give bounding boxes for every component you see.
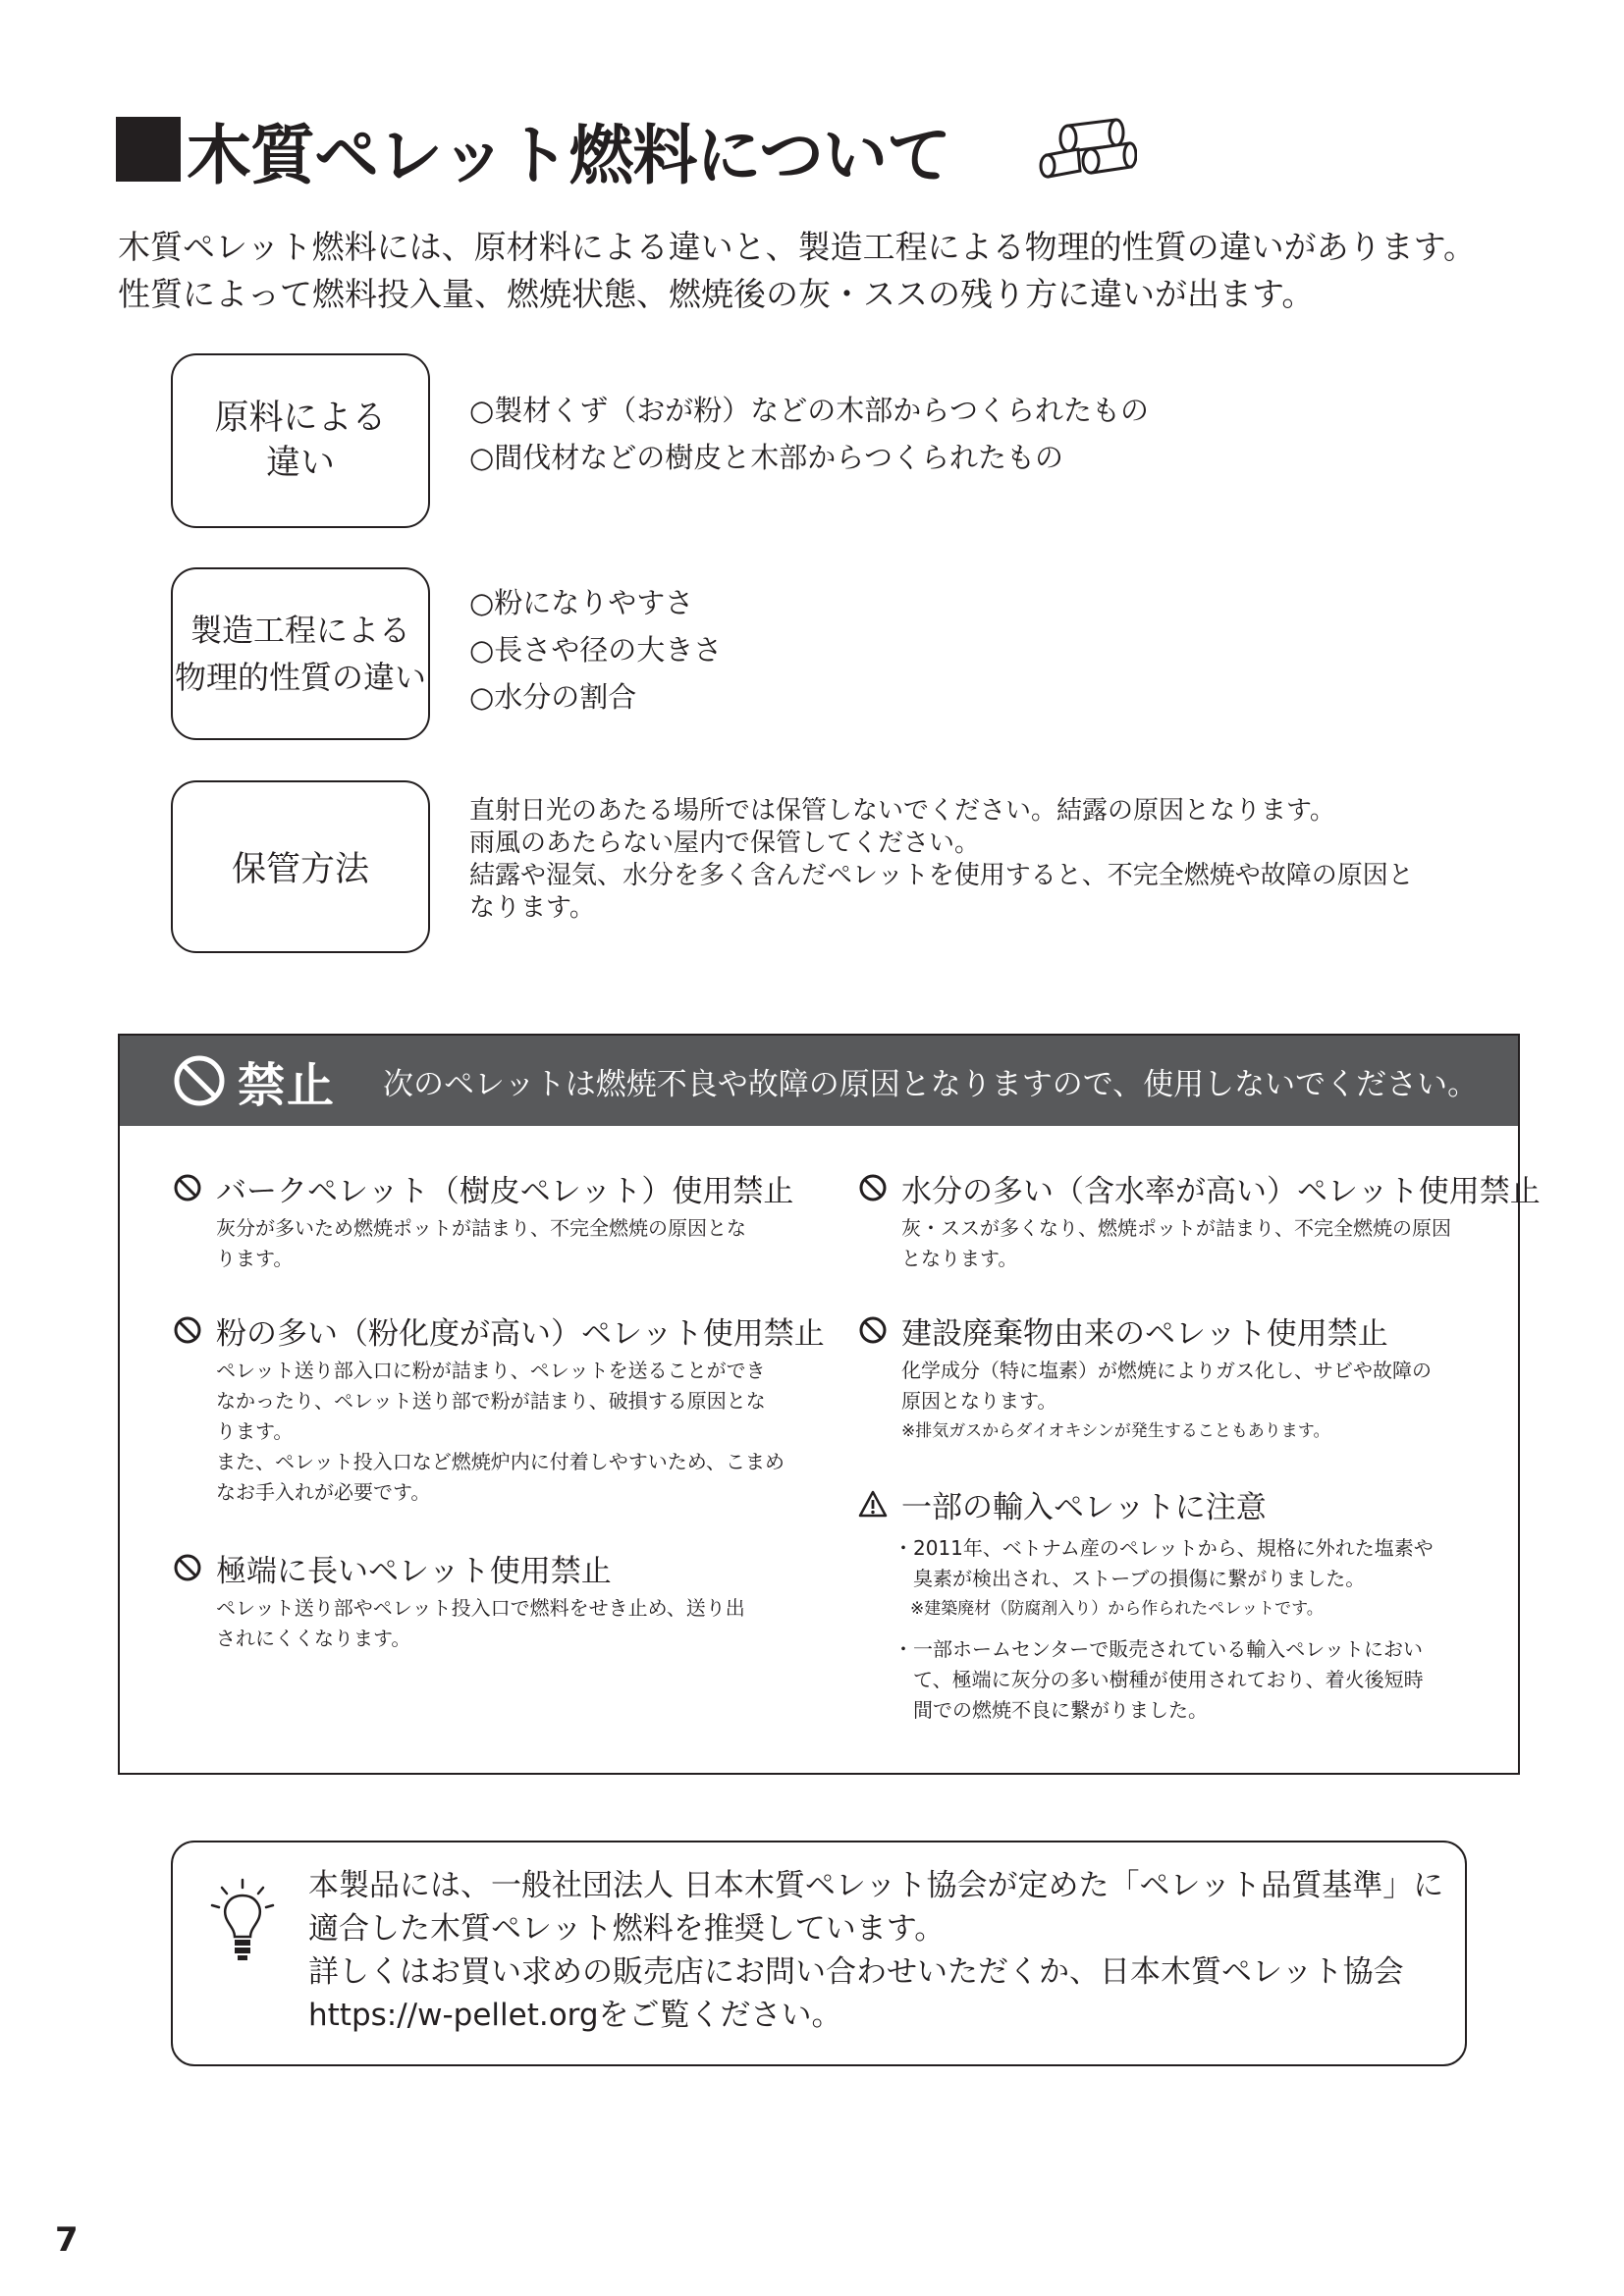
caution-heading: 一部の輸入ペレットに注意 — [901, 1489, 1267, 1525]
storage-method-label: 保管方法 — [231, 850, 369, 889]
prohibited-item-text: となります。 — [901, 1247, 1018, 1270]
recommendation-line: 詳しくはお買い求めの販売店にお問い合わせいただくか、日本木質ペレット協会 — [308, 1954, 1404, 1990]
prohibited-item-text: 灰分が多いため燃焼ポットが詰まり、不完全燃焼の原因とな — [216, 1216, 746, 1240]
prohibited-item-powder — [173, 1308, 825, 1508]
storage-method-box — [171, 780, 430, 953]
lightbulb-icon — [208, 1878, 277, 1964]
prohibited-item-bark — [173, 1166, 793, 1274]
prohibited-item-heading: 極端に長いペレット使用禁止 — [216, 1553, 612, 1589]
prohibited-item-construction — [858, 1308, 1432, 1447]
prohibited-item-moisture — [858, 1166, 1541, 1274]
recommendation-text — [308, 1864, 1443, 2037]
prohibited-item-text: 化学成分（特に塩素）が燃焼によりガス化し、サビや故障の — [901, 1359, 1432, 1382]
list-item: ○粉になりやすさ — [469, 586, 694, 619]
manufacturing-difference-label: 物理的性質の違い — [174, 659, 426, 696]
prohibition-title: 禁止 — [238, 1057, 337, 1113]
storage-line: 雨風のあたらない屋内で保管してください。 — [469, 828, 981, 858]
intro-line: 木質ペレット燃料には、原材料による違いと、製造工程による物理的性質の違いがあります。 — [118, 228, 1477, 266]
page-title-text: 木質ペレット燃料について — [187, 117, 951, 193]
material-difference-label: 違い — [265, 444, 335, 483]
material-difference-box — [171, 353, 430, 528]
prohibited-icon — [173, 1054, 226, 1107]
prohibited-item-heading: 粉の多い（粉化度が高い）ペレット使用禁止 — [216, 1315, 825, 1352]
caution-text: て、極端に灰分の多い樹種が使用されており、着火後短時 — [893, 1668, 1424, 1691]
manufacturing-difference-list — [469, 579, 722, 721]
material-difference-label: 原料による — [214, 399, 387, 438]
prohibited-item-text: されにくくなります。 — [216, 1627, 411, 1650]
caution-text: ・一部ホームセンターで販売されている輸入ペレットにおい — [893, 1637, 1423, 1661]
recommendation-line: 適合した木質ペレット燃料を推奨しています。 — [308, 1911, 946, 1947]
page-number: 7 — [55, 2220, 79, 2260]
recommendation-line: https://w-pellet.orgをご覧ください。 — [308, 1998, 842, 2033]
prohibited-item-text: また、ペレット投入口など燃焼炉内に付着しやすいため、こまめ — [216, 1450, 785, 1473]
list-item: ○製材くず（おが粉）などの木部からつくられたもの — [469, 394, 1150, 427]
manufacturing-difference-box — [171, 567, 430, 740]
pellet-icon — [1039, 116, 1137, 192]
prohibition-header — [120, 1036, 1518, 1126]
caution-note: ※建築廃材（防腐剤入り）から作られたペレットです。 — [893, 1599, 1324, 1619]
prohibited-icon — [173, 1173, 202, 1202]
caution-text: 間での燃焼不良に繋がりました。 — [893, 1698, 1208, 1722]
prohibited-item-text: ります。 — [216, 1247, 294, 1270]
title-square-mark — [116, 117, 181, 182]
prohibited-icon — [858, 1173, 888, 1202]
prohibited-item-heading: 建設廃棄物由来のペレット使用禁止 — [901, 1315, 1388, 1352]
list-item: ○間伐材などの樹皮と木部からつくられたもの — [469, 441, 1064, 474]
prohibited-icon — [173, 1315, 202, 1345]
recommendation-line: 本製品には、一般社団法人 日本木質ペレット協会が定めた「ペレット品質基準」に — [308, 1868, 1444, 1903]
prohibited-item-text: なかったり、ペレット送り部で粉が詰まり、破損する原因とな — [216, 1389, 766, 1413]
list-item: ○長さや径の大きさ — [469, 633, 723, 667]
prohibited-item-note: ※排気ガスからダイオキシンが発生することもあります。 — [901, 1421, 1330, 1441]
caution-imported-pellets — [858, 1482, 1434, 1726]
warning-icon — [858, 1489, 888, 1519]
prohibited-icon — [173, 1553, 202, 1582]
prohibition-panel — [118, 1034, 1541, 1775]
prohibited-item-heading: バークペレット（樹皮ペレット）使用禁止 — [216, 1173, 794, 1209]
prohibited-item-text: なお手入れが必要です。 — [216, 1480, 431, 1504]
storage-line: なります。 — [469, 893, 595, 923]
caution-text: 臭素が検出され、ストーブの損傷に繋がりました。 — [893, 1567, 1366, 1590]
intro-line: 性質によって燃料投入量、燃焼状態、燃焼後の灰・ススの残り方に違いが出ます。 — [118, 275, 1315, 313]
prohibited-item-text: 灰・ススが多くなり、燃焼ポットが詰まり、不完全燃焼の原因 — [901, 1216, 1451, 1240]
caution-text: ・2011年、ベトナム産のペレットから、規格に外れた塩素や — [893, 1536, 1434, 1560]
prohibited-icon — [858, 1315, 888, 1345]
prohibited-item-text: ペレット送り部やペレット投入口で燃料をせき止め、送り出 — [216, 1596, 745, 1620]
prohibited-item-text: 原因となります。 — [901, 1389, 1057, 1413]
page-title — [116, 108, 951, 193]
prohibited-item-heading: 水分の多い（含水率が高い）ペレット使用禁止 — [901, 1173, 1541, 1209]
prohibited-item-text: ペレット送り部入口に粉が詰まり、ペレットを送ることができ — [216, 1359, 766, 1382]
prohibition-header-text: 次のペレットは燃焼不良や故障の原因となりますので、使用しないでください。 — [383, 1066, 1479, 1102]
storage-method-text — [469, 795, 1414, 925]
list-item: ○水分の割合 — [469, 680, 637, 714]
storage-line: 結露や湿気、水分を多く含んだペレットを使用すると、不完全燃焼や故障の原因と — [469, 861, 1414, 890]
intro-text — [118, 224, 1476, 318]
recommendation-notice — [171, 1841, 1467, 2066]
material-difference-list — [469, 387, 1149, 481]
manufacturing-difference-label: 製造工程による — [189, 612, 410, 649]
prohibited-item-long — [173, 1546, 745, 1654]
prohibited-item-text: ります。 — [216, 1419, 294, 1443]
storage-line: 直射日光のあたる場所では保管しないでください。結露の原因となります。 — [469, 796, 1335, 826]
